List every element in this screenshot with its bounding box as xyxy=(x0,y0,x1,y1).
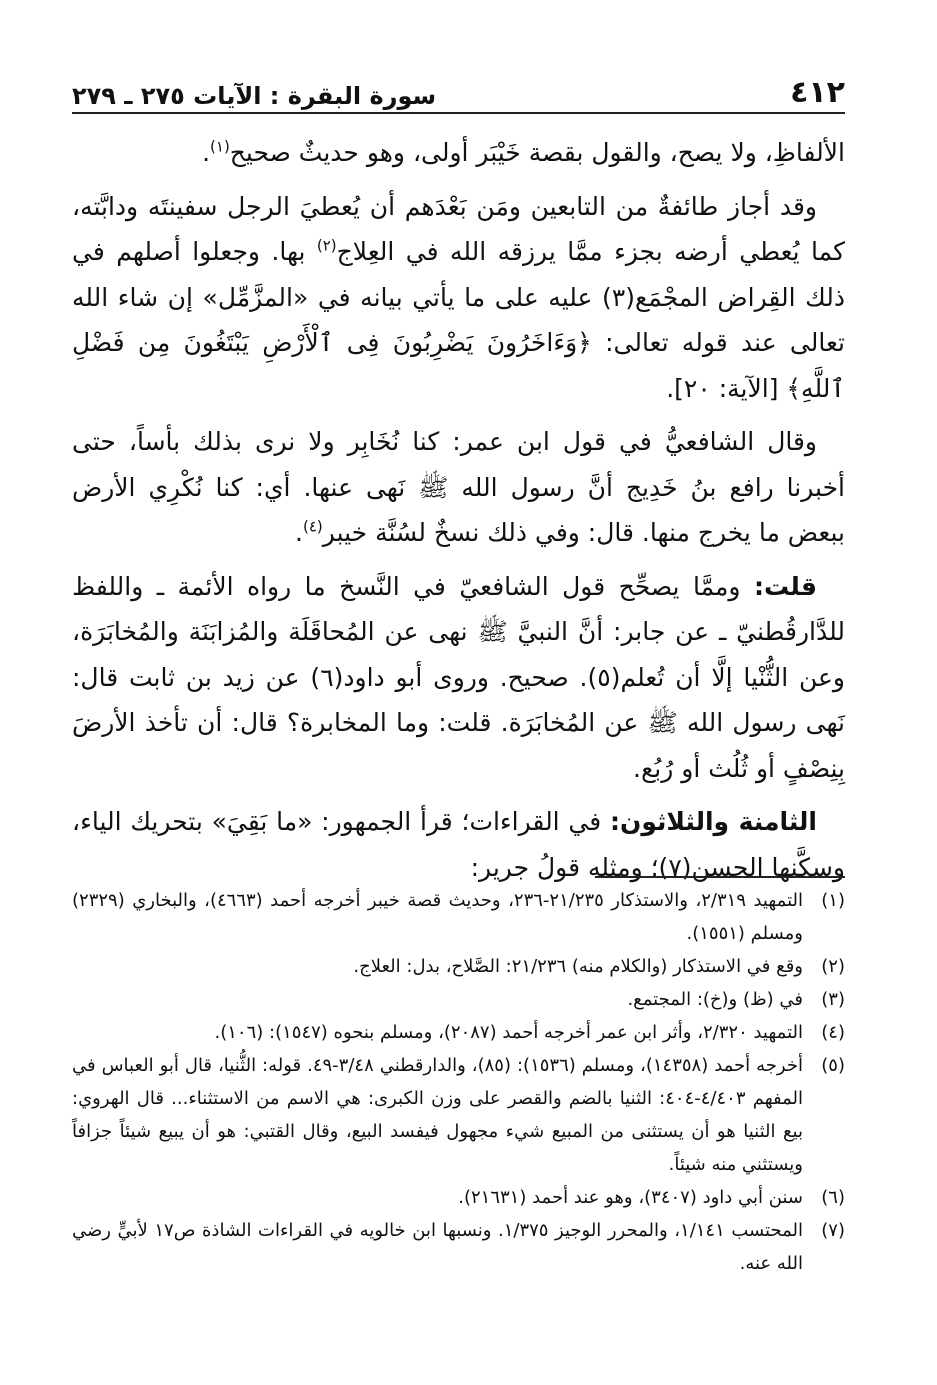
running-title: سورة البقرة : الآيات ٢٧٥ ـ ٢٧٩ xyxy=(72,82,437,110)
footnote-text: التمهيد ٢/٣٢٠، وأثر ابن عمر أخرجه أحمد (٢٠٨٧)، ومسلم بنحوه (١٥٤٧): (١٠٦). xyxy=(214,1022,803,1043)
paragraph xyxy=(72,184,845,412)
page-number: ٤١٢ xyxy=(790,75,845,110)
footnote-text: أخرجه أحمد (١٤٣٥٨)، ومسلم (١٥٣٦): (٨٥)، والدارقطني ٣/٤٨-٤٩. قوله: الثُّنيا، قال أبو العباس في المفهم ٤/٤٠٣-٤٠٤: الثنيا بالضم والقصر على وزن الكبرى: هي الاسم من الاستثناء... قال الهروي: بيع الثنيا هو أن يستثنى من المبيع شيء مجهول فيفسد البيع، وقال القتبي: هو أن يبيع شيئاً جزافاً ويستثني منه شيئاً. xyxy=(72,1055,804,1175)
footnote xyxy=(72,1181,845,1214)
footnote-text: التمهيد ٢/٣١٩، والاستذكار ٢١/٢٣٥-٢٣٦، وحديث قصة خيبر أخرجه أحمد (٤٦٦٣)، والبخاري (٢٣٢٩) ومسلم (١٥٥١). xyxy=(72,890,803,944)
footnote xyxy=(72,1049,845,1181)
paragraph-text: في القراءات؛ قرأ الجمهور: «ما بَقِيَ» بتحريك الياء، وسكَّنها الحسن(٧)؛ ومثله قولُ جرير: xyxy=(72,807,845,882)
footnote-ref: (٢) xyxy=(316,236,337,255)
footnote xyxy=(72,1016,845,1049)
footnote-divider xyxy=(595,876,845,878)
page-header xyxy=(72,62,845,114)
paragraph xyxy=(72,419,845,556)
footnote xyxy=(72,884,845,950)
footnote-text: وقع في الاستذكار (والكلام منه) ٢١/٢٣٦: الصَّلاح، بدل: العلاج. xyxy=(353,956,803,977)
paragraph-lead: قلت: xyxy=(753,571,817,601)
paragraph-text: . xyxy=(202,138,211,167)
paragraph-text: وقد أجاز طائفةٌ من التابعين ومَن بَعْدَهم أن يُعطيَ الرجل سفينتَه ودابَّته، كما يُعطي أرضه بجزء ممَّا يرزقه الله في العِلاج xyxy=(72,191,845,266)
main-text xyxy=(72,130,845,898)
footnote-number: (٣) xyxy=(821,989,845,1010)
footnote-number: (٧) xyxy=(821,1220,845,1241)
footnote-text: في (ظ) و(خ): المجتمع. xyxy=(627,989,803,1010)
footnote-number: (٥) xyxy=(821,1055,845,1076)
footnote-number: (٦) xyxy=(821,1187,845,1208)
footnote xyxy=(72,950,845,983)
paragraph xyxy=(72,564,845,792)
paragraph-text: وممَّا يصحِّح قول الشافعيّ في النَّسخ ما رواه الأئمة ـ واللفظ للدَّارقُطنيّ ـ عن جابر: أنَّ النبيَّ ﷺ نهى عن المُحاقَلَة والمُزابَنَة والمُخابَرَة، وعن الثُّنْيا إلَّا أن تُعلم(٥). صحيح. وروى أبو داود(٦) عن زيد بن ثابت قال: نَهى رسول الله ﷺ عن المُخابَرَة. قلت: وما المخابرة؟ قال: أن تأخذ الأرضَ بِنِصْفٍ أو ثُلُث أو رُبُع. xyxy=(72,571,845,783)
footnotes xyxy=(72,884,845,1280)
paragraph-text: وقال الشافعيُّ في قول ابن عمر: كنا نُخَابِر ولا نرى بذلك بأساً، حتى أخبرنا رافع بنُ خَدِيج أنَّ رسول الله ﷺ نَهى عنها. أي: كنا نُكْرِي الأرض ببعض ما يخرج منها. قال: وفي ذلك نسخٌ لسُنَّة خيبر xyxy=(72,427,845,547)
paragraph xyxy=(72,130,845,176)
footnote-number: (٤) xyxy=(821,1022,845,1043)
footnote-ref: (١) xyxy=(210,137,230,156)
footnote-ref: (٤) xyxy=(303,517,323,536)
paragraph-lead: الثامنة والثلاثون: xyxy=(609,807,817,836)
paragraph-text: الألفاظِ، ولا يصح، والقول بقصة خَيْبَر أولى، وهو حديثٌ صحيح xyxy=(229,138,845,167)
paragraph-text: بها. وجعلوا أصلهم في ذلك القِراض المجْمَع(٣) عليه على ما يأتي بيانه في «المزَّمِّل» إن شاء الله تعالى عند قوله تعالى: ﴿وَءَاخَرُونَ يَضْرِبُونَ فِى ٱلْأَرْضِ يَبْتَغُونَ مِن فَضْلِ ٱللَّهِ﴾ [الآية: ٢٠]. xyxy=(72,237,845,403)
footnote-text: سنن أبي داود (٣٤٠٧)، وهو عند أحمد (٢١٦٣١). xyxy=(458,1187,803,1208)
footnote-number: (١) xyxy=(821,890,845,911)
footnote-number: (٢) xyxy=(821,956,845,977)
footnote xyxy=(72,983,845,1016)
footnote-text: المحتسب ١/١٤١، والمحرر الوجيز ١/٣٧٥. ونسبها ابن خالويه في القراءات الشاذة ص١٧ لأبيٍّ رضي الله عنه. xyxy=(72,1220,803,1274)
footnote xyxy=(72,1214,845,1280)
paragraph-text: . xyxy=(295,518,303,547)
